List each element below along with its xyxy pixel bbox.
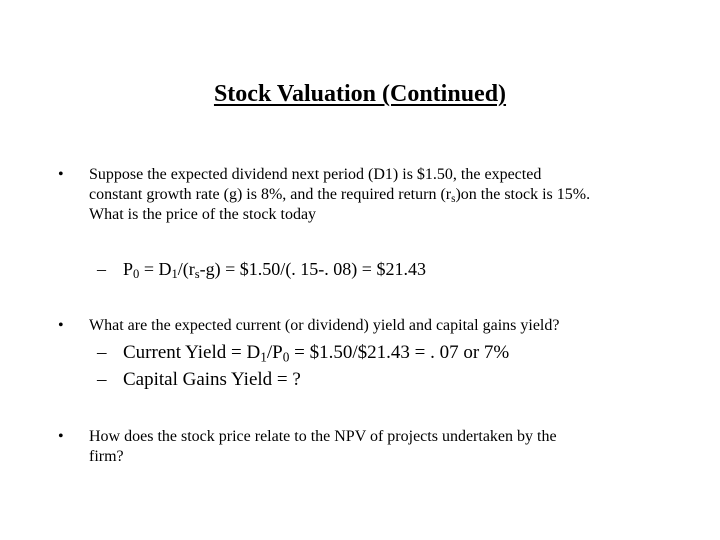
bullet-1-line-3: What is the price of the stock today [89,206,317,223]
bullet-1-line-1: Suppose the expected dividend next period (D1) is $1.50, the expected [89,166,542,183]
bullet-3-line-2: firm? [89,448,124,465]
bullet-1-line-2: constant growth rate (g) is 8%, and the required return $(r_s)on$ the stock is 15%. [89,186,591,205]
bullet-2-line-1: What are the expected current (or dividend) yield and capital gains yield? [89,317,560,334]
bullet-3-text [89,427,689,467]
bullet-3-marker: • [58,428,64,445]
dash-marker: – [97,369,107,390]
sub-item-price-formula: – $P_0 = D_1/(r_s-g)$ = $1.50/(. 15-. 08) = $21.43 [97,259,426,282]
bullet-3-line-1: How does the stock price relate to the NPV of projects undertaken by the [89,428,557,445]
bullet-1-text [89,165,689,225]
dash-marker: – [97,259,106,279]
sub-item-current-yield: – Current Yield = $D_1/P_0$ = $1.50/$21.43 = . 07 or 7% [97,342,510,365]
bullet-1-marker: • [58,166,64,183]
bullet-2-text [89,316,689,336]
sub-item-capital-gains-yield: – Capital Gains Yield = ? [97,369,301,390]
bullet-2-marker: • [58,317,64,334]
dash-marker: – [97,342,107,363]
slide-title: Stock Valuation (Continued) [213,81,507,107]
